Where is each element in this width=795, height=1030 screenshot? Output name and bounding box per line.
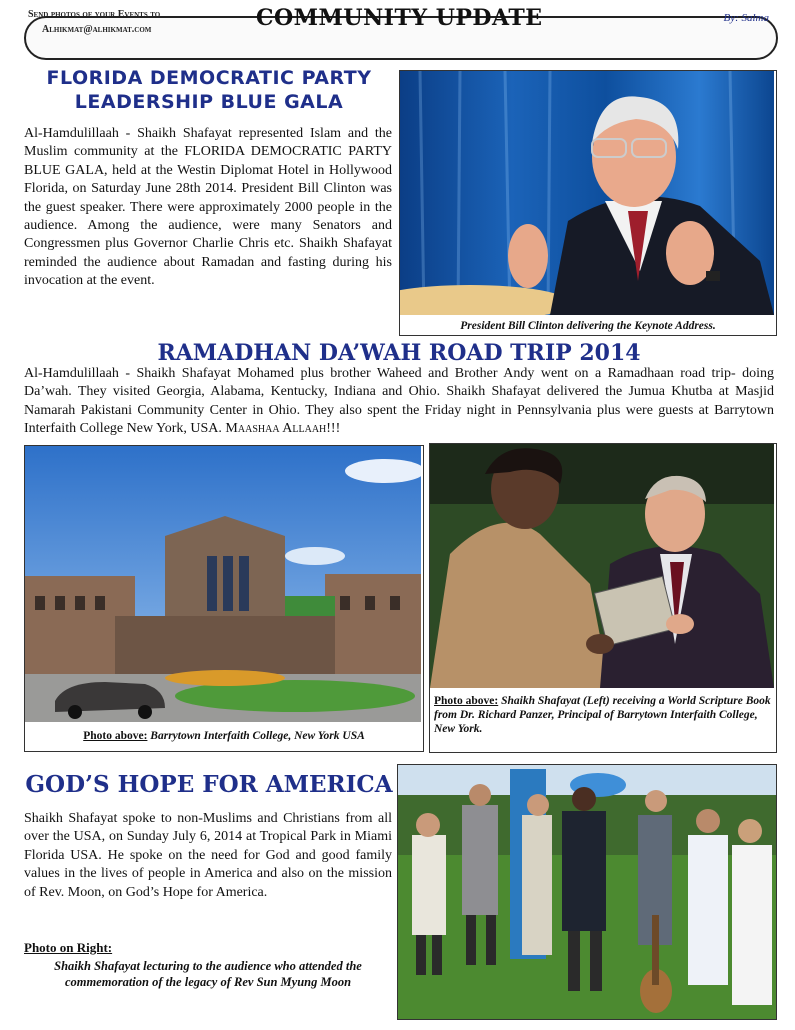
article3-title: GOD’S HOPE FOR AMERICA — [25, 771, 393, 798]
article2-title: RAMADHAN DA’WAH ROAD TRIP 2014 — [157, 340, 641, 366]
barrytown-photo-caption — [25, 722, 423, 743]
barrytown-caption-text: Barrytown Interfaith College, New York USA — [147, 730, 365, 742]
article3-photo-label: Photo on Right: — [24, 940, 113, 955]
article1-body: Al-Hamdulillaah - Shaikh Shafayat represented Islam and the Muslim community at the FLORIDA DEMOCRATIC PARTY BLUE GALA, held at the Westin Diplomat Hotel in Hollywood Florida, on Saturday June 28th 2014. President Bill Clinton was the guest speaker. There were approximately 2000 people in the audience. Among the audience, were many Senators and Congressmen plus Governor Charlie Chris etc. Shaikh Shafayat reminded the audience about Ramadan and fasting during his invocation at the event. — [24, 126, 392, 289]
barrytown-caption-label: Photo above: — [83, 730, 148, 742]
send-photos-line: Send photos of your Events to — [28, 9, 161, 20]
article3-body: Shaikh Shafayat spoke to non-Muslims and Christians from all over the USA, on Sunday July 6, 2014 at Tropical Park in Miami Florida USA. He spoke on the need for God and good family values in the lives of people in America and also on the mission of Rev. Moon, on God’s Hope for America. — [24, 811, 392, 900]
page-title: COMMUNITY UPDATE — [256, 5, 543, 31]
tropical-park-photo — [398, 765, 776, 1019]
article1-title-line2: LEADERSHIP BLUE GALA — [74, 91, 344, 113]
article1-title — [24, 66, 394, 114]
author-byline: By: Salma — [723, 12, 769, 24]
clinton-photo — [400, 71, 774, 315]
presentation-caption-text: Shaikh Shafayat (Left) receiving a World Scripture Book from Dr. Richard Panzer, Principal of Barrytown Interfaith College, New York. — [434, 695, 771, 735]
tropical-park-photo-frame — [397, 764, 777, 1020]
presentation-photo-caption — [430, 688, 776, 736]
presentation-caption-label: Photo above: — [434, 695, 499, 707]
article1-title-line1: FLORIDA DEMOCRATIC PARTY — [46, 67, 372, 89]
clinton-photo-caption: President Bill Clinton delivering the Keynote Address. — [460, 320, 716, 332]
clinton-photo-frame — [399, 70, 777, 336]
presentation-photo-frame — [429, 443, 777, 753]
send-photos-note — [28, 7, 160, 37]
article2-body-end: Maashaa Allaah!!! — [225, 421, 341, 437]
article2-body-text: Al-Hamdulillaah - Shaikh Shafayat Mohamed plus brother Waheed and Brother Andy went on a Ramadhaan road trip- doing Da’wah. They visited Georgia, Alabama, Kentucky, Indiana and Ohio. Shaikh Shafayat delivered the Jumua Khutba at Masjid Namarah Pakistani Community Center in Ohio. They also spent the Friday night in Pennsylvania plus were guests at Barrytown Interfaith College New York, USA. — [24, 366, 774, 437]
barrytown-photo — [25, 446, 421, 722]
presentation-photo — [430, 444, 774, 688]
article3-photo-caption: Shaikh Shafayat lecturing to the audience who attended the commemoration of the legacy of Rev Sun Myung Moon — [54, 959, 362, 989]
send-photos-email: Alhikmat@alhikmat.com — [42, 24, 152, 35]
barrytown-photo-frame — [24, 445, 424, 752]
article2-body — [24, 365, 774, 439]
